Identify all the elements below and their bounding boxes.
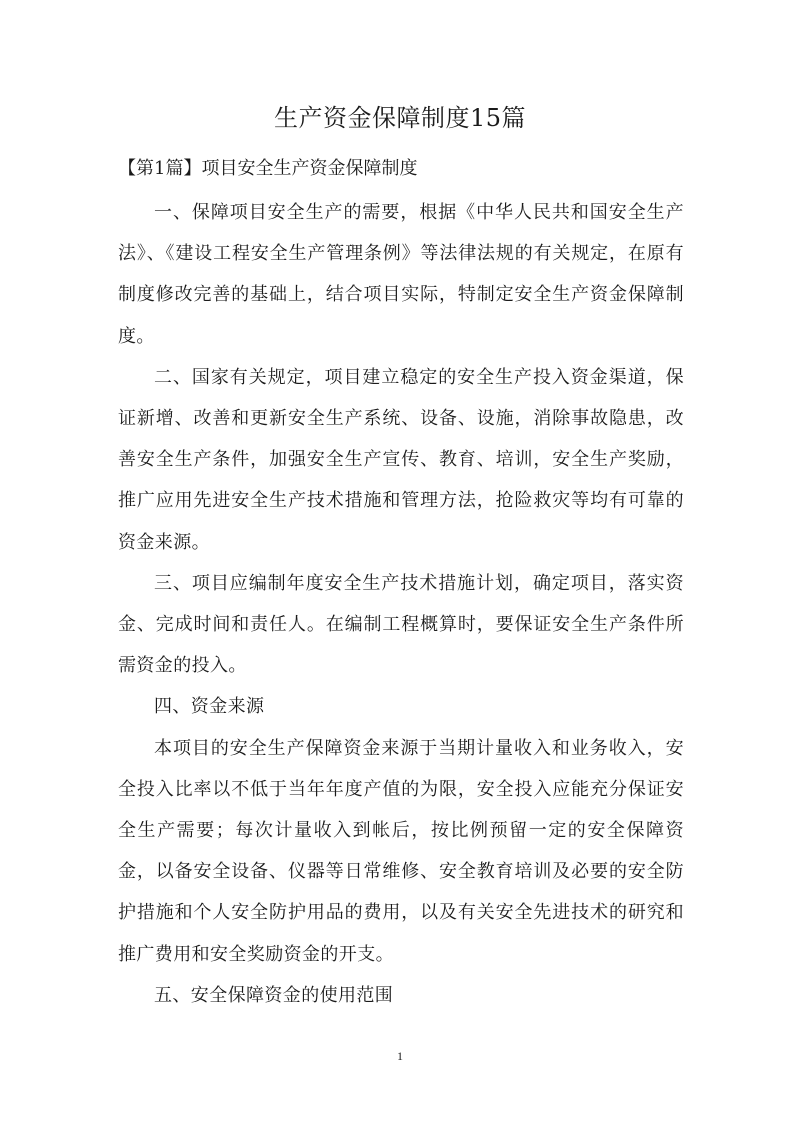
paragraph-2: 二、国家有关规定，项目建立稳定的安全生产投入资金渠道，保证新增、改善和更新安全生产系统、设备、设施，消除事故隐患，改善安全生产条件，加强安全生产宣传、教育、培训，安全生产奖励，推广应用先进安全生产技术措施和管理方法，抢险救灾等均有可靠的资金来源。 <box>118 366 684 553</box>
paragraph-5: 本项目的安全生产保障资金来源于当期计量收入和业务收入，安全投入比率以不低于当年年度产值的为限，安全投入应能充分保证安全生产需要；每次计量收入到帐后，按比例预留一定的安全保障资金，以备安全设备、仪器等日常维修、安全教育培训及必要的安全防护措施和个人安全防护用品的费用，以及有关安全先进技术的研究和推广费用和安全奖励资金的开支。 <box>118 737 684 965</box>
document-title: 生产资金保障制度15篇 <box>273 104 527 132</box>
page-number: 1 <box>397 1049 403 1063</box>
paragraph-6: 五、安全保障资金的使用范围 <box>154 984 394 1006</box>
paragraph-4: 四、资金来源 <box>154 696 265 718</box>
paragraph-1: 一、保障项目安全生产的需要，根据《中华人民共和国安全生产法》、《建设工程安全生产管理条例》等法律法规的有关规定，在原有制度修改完善的基础上，结合项目实际，特制定安全生产资金保障制度。 <box>118 202 684 347</box>
section-heading: 【第1篇】项目安全生产资金保障制度 <box>118 158 418 179</box>
document-body <box>118 192 684 1016</box>
paragraph-3: 三、项目应编制年度安全生产技术措施计划，确定项目，落实资金、完成时间和责任人。在编制工程概算时，要保证安全生产条件所需资金的投入。 <box>118 572 684 677</box>
